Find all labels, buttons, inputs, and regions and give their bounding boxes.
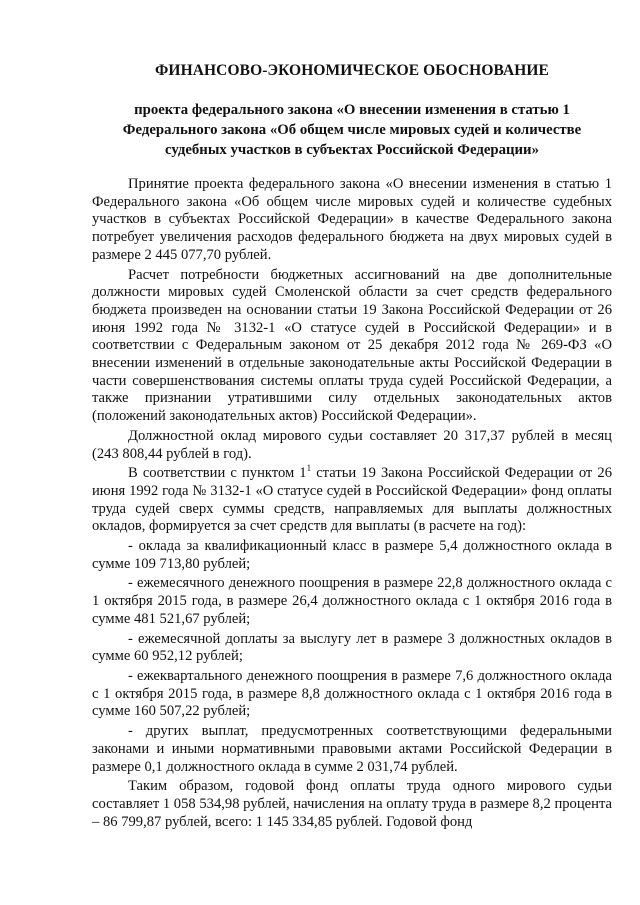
list-item: - ежемесячного денежного поощрения в размере 22,8 должностного оклада с 1 октября 2015 года, в размере 26,4 должностного оклада с 1 октября 2016 года в сумме 481 521,67 рублей; <box>92 575 612 627</box>
list-item: - оклада за квалификационный класс в размере 5,4 должностного оклада в сумме 109 713,80 рублей; <box>92 538 612 572</box>
superscript: 1 <box>306 463 312 474</box>
paragraph: Должностной оклад мирового судьи составляет 20 317,37 рублей в месяц (243 808,44 рублей в год). <box>92 427 612 462</box>
subtitle-line: судебных участков в субъектах Российской Федерации» <box>165 142 539 158</box>
subtitle-line: Федерального закона «Об общем числе мировых судей и количестве <box>122 122 582 138</box>
list-item: - других выплат, предусмотренных соответствующими федеральными законами и иными нормативными правовыми актами Российской Федерации в размере 0,1 должностного оклада в сумме 2 031,74 рублей. <box>92 723 612 775</box>
paragraph-text: В соответствии с пунктом 1 <box>128 465 307 482</box>
paragraph: Принятие проекта федерального закона «О внесении изменения в статью 1 Федерального закона «Об общем числе мировых судей и количестве судебных участков в субъектах Российской Федерации» в качестве Федерального закона потребует увеличения расходов федерального бюджета на двух мировых судей в размере 2 445 077,70 рублей. <box>92 176 612 263</box>
paragraph-text: статьи 19 Закона Российской Федерации от 26 июня 1992 года № 3132-1 «О статусе судей в Российской Федерации» фонд оплаты труда судей сверх суммы средств, направляемых для выплаты должностных окладов, формируется за счет средств для выплаты (в расчете на год): <box>92 465 612 535</box>
list-item: - ежеквартального денежного поощрения в размере 7,6 должностного оклада с 1 октября 2015 года, в размере 8,8 должностного оклада с 1 октября 2016 года в сумме 160 507,22 рублей; <box>92 667 612 720</box>
paragraph: Расчет потребности бюджетных ассигнований на две дополнительные должности мировых судей Смоленской области за счет средств федерального бюджета произведен на основании статьи 19 Закона Российской Федерации от 26 июня 1992 года № 3132-1 «О статусе судей в Российской Федерации» и в соответствии с Федеральным законом от 25 декабря 2012 года № 269-ФЗ «О внесении изменений в отдельные законодательные акты Российской Федерации в части совершенствования системы оплаты труда судей Российской Федерации, а также признании утратившими силу отдельных законодательных актов (положений законодательных актов) Российской Федерации». <box>92 266 612 425</box>
list-item: - ежемесячной доплаты за выслугу лет в размере 3 должностных окладов в сумме 60 952,12 рублей; <box>92 630 612 665</box>
paragraph: Таким образом, годовой фонд оплаты труда одного мирового судьи составляет 1 058 534,98 рублей, начисления на оплату труда в размере 8,2 процента – 86 799,87 рублей, всего: 1 145 334,85 рублей. Годовой фонд <box>92 778 612 830</box>
document-body <box>92 176 612 831</box>
document-title: ФИНАНСОВО-ЭКОНОМИЧЕСКОЕ ОБОСНОВАНИЕ <box>155 62 549 79</box>
subtitle-line: проекта федерального закона «О внесении изменения в статью 1 <box>134 102 570 118</box>
document-subtitle <box>92 100 612 160</box>
paragraph-with-footnote <box>92 465 612 536</box>
